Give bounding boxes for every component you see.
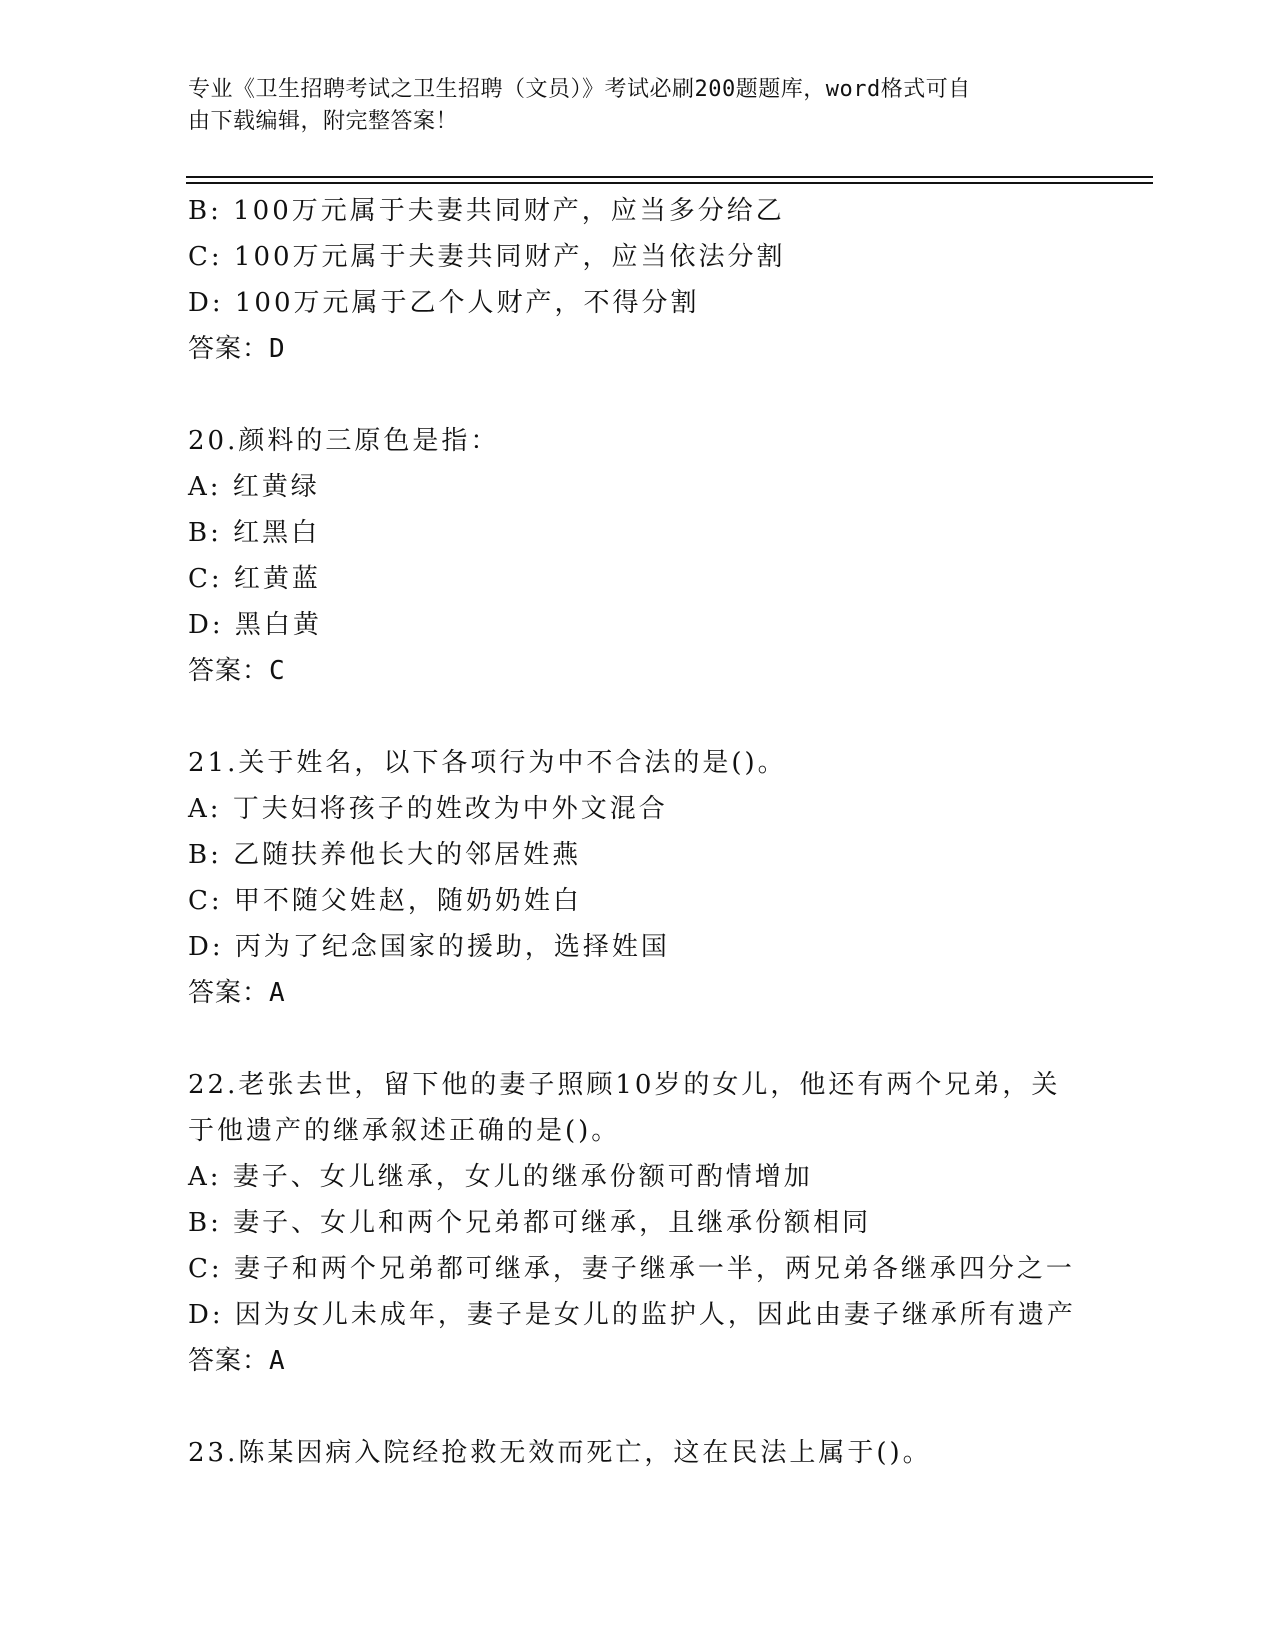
option-b: B: 100万元属于夫妻共同财产，应当多分给乙 — [188, 196, 785, 226]
question-stem: 20.颜料的三原色是指： — [188, 426, 500, 456]
option-d: D: 因为女儿未成年，妻子是女儿的监护人，因此由妻子继承所有遗产 — [188, 1300, 1076, 1330]
header-rule-bottom — [186, 182, 1153, 184]
option-d: D: 黑白黄 — [188, 610, 322, 640]
option-c: C: 甲不随父姓赵，随奶奶姓白 — [188, 886, 582, 916]
option-c: C: 红黄蓝 — [188, 564, 321, 594]
question-21 — [188, 740, 1088, 1016]
question-20 — [188, 418, 1088, 694]
question-23 — [188, 1430, 1088, 1476]
option-b: B: 妻子、女儿和两个兄弟都可继承，且继承份额相同 — [188, 1208, 872, 1238]
option-a: A: 妻子、女儿继承，女儿的继承份额可酌情增加 — [188, 1162, 813, 1192]
spacer — [188, 372, 1088, 418]
option-d: D: 100万元属于乙个人财产，不得分割 — [188, 288, 700, 318]
option-a: A: 丁夫妇将孩子的姓改为中外文混合 — [188, 794, 668, 824]
option-a: A: 红黄绿 — [188, 472, 320, 502]
question-stem-continued: 于他遗产的继承叙述正确的是()。 — [188, 1116, 621, 1146]
option-c: C: 妻子和两个兄弟都可继承，妻子继承一半，两兄弟各继承四分之一 — [188, 1254, 1075, 1284]
header-line-1: 专业《卫生招聘考试之卫生招聘（文员）》考试必刷200题题库，word格式可自 — [188, 77, 971, 102]
answer-line: 答案：A — [188, 1346, 286, 1376]
answer-line: 答案：D — [188, 334, 286, 364]
header-line-2: 由下载编辑，附完整答案！ — [188, 109, 459, 134]
question-stem: 23.陈某因病入院经抢救无效而死亡，这在民法上属于()。 — [188, 1438, 932, 1468]
option-b: B: 乙随扶养他长大的邻居姓燕 — [188, 840, 582, 870]
option-d: D: 丙为了纪念国家的援助，选择姓国 — [188, 932, 670, 962]
header-rule-top — [186, 176, 1153, 178]
question-22 — [188, 1062, 1088, 1384]
spacer — [188, 694, 1088, 740]
spacer — [188, 1016, 1088, 1062]
question-stem: 22.老张去世，留下他的妻子照顾10岁的女儿，他还有两个兄弟，关 — [188, 1070, 1061, 1100]
answer-line: 答案：C — [188, 656, 286, 686]
answer-line: 答案：A — [188, 978, 286, 1008]
spacer — [188, 1384, 1088, 1430]
option-b: B: 红黑白 — [188, 518, 321, 548]
question-content — [188, 188, 1088, 1476]
option-c: C: 100万元属于夫妻共同财产，应当依法分割 — [188, 242, 786, 272]
document-header — [188, 74, 1068, 138]
question-stem: 21.关于姓名，以下各项行为中不合法的是()。 — [188, 748, 787, 778]
question-19-continued — [188, 188, 1088, 372]
